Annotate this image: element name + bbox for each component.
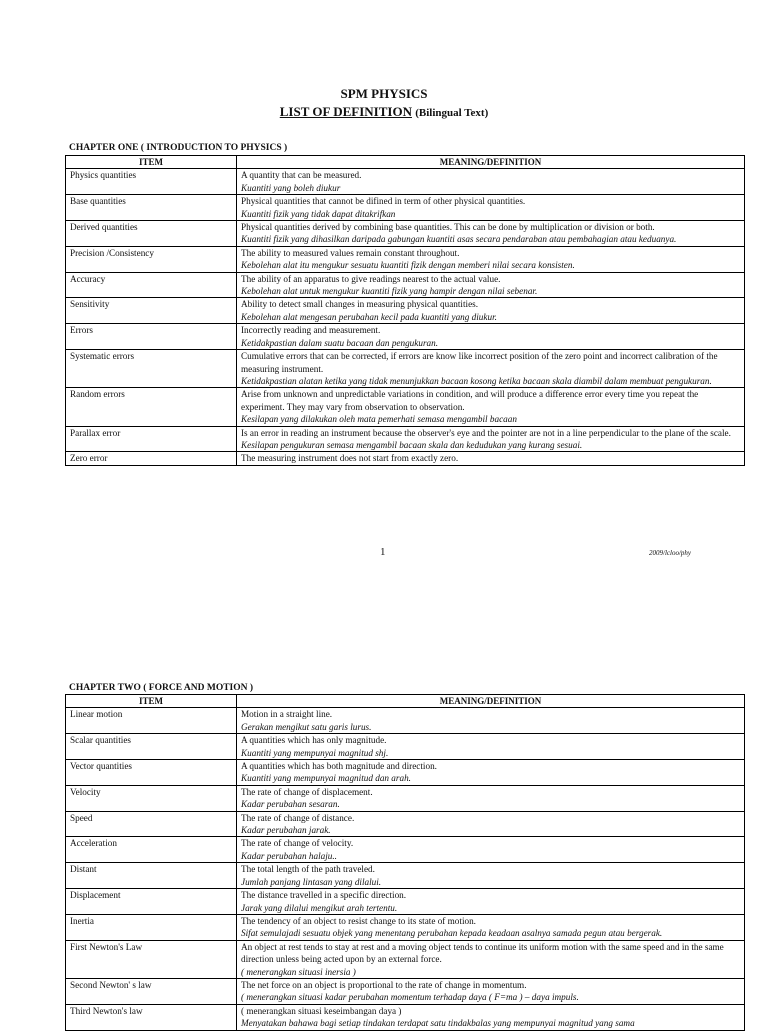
- definition-english: Is an error in reading an instrument because the observer's eye and the pointer are not in a line perpendicular to the plane of the scale.: [241, 427, 731, 438]
- item-cell: Parallax error: [66, 426, 237, 452]
- definition-malay: Kesilapan pengukuran semasa mengambil bacaan skala dan kedudukan yang kurang sesuai.: [241, 439, 583, 450]
- item-cell: Acceleration: [66, 837, 237, 863]
- table-row: [66, 246, 745, 272]
- definition-english: Physical quantities that cannot be difined in term of other physical quantities.: [241, 196, 526, 207]
- definition-english: The ability to measured values remain constant throughout.: [241, 247, 460, 258]
- subtitle-main: LIST OF DEFINITION: [279, 104, 412, 119]
- definition-malay: Kuantiti fizik yang dihasilkan daripada gabungan kuantiti asas secara pendaraban atau pembahagian atau keduanya.: [241, 234, 677, 245]
- definition-english: A quantity that can be measured.: [241, 170, 362, 181]
- definition-malay: Sifat semulajadi sesuatu objek yang menentang perubahan kepada keadaan asalnya samada pegun atau bergerak.: [241, 928, 663, 939]
- definition-cell: [237, 272, 745, 298]
- table-row: [66, 760, 745, 786]
- item-cell: Inertia: [66, 914, 237, 940]
- definition-cell: [237, 452, 745, 465]
- item-cell: Physics quantities: [66, 169, 237, 195]
- table-row: [66, 1004, 745, 1030]
- table-row: [66, 889, 745, 915]
- chapter-two-table: [65, 694, 745, 1031]
- definition-english: Ability to detect small changes in measuring physical quantities.: [241, 299, 479, 310]
- document-subtitle: [0, 104, 768, 120]
- column-header-item: ITEM: [66, 156, 237, 169]
- chapter-one-table: [65, 155, 745, 466]
- table-row: [66, 324, 745, 350]
- definition-malay: Kuantiti yang mempunyai magnitud shj.: [241, 747, 389, 758]
- definition-malay: Jarak yang dilalui mengikut arah tertentu.: [241, 902, 398, 913]
- definition-cell: [237, 1004, 745, 1030]
- table-row: [66, 169, 745, 195]
- definition-english: The distance travelled in a specific direction.: [241, 890, 407, 901]
- definition-cell: [237, 388, 745, 426]
- definition-cell: [237, 426, 745, 452]
- definition-malay: Kuantiti fizik yang tidak dapat ditakrifkan: [241, 208, 396, 219]
- column-header-meaning: MEANING/DEFINITION: [237, 156, 745, 169]
- table-row: [66, 708, 745, 734]
- definition-malay: Kadar perubahan sesaran.: [241, 799, 340, 810]
- table-row: [66, 863, 745, 889]
- item-cell: Displacement: [66, 889, 237, 915]
- chapter-two-heading: CHAPTER TWO ( FORCE AND MOTION ): [69, 683, 254, 693]
- item-cell: Third Newton's law: [66, 1004, 237, 1030]
- definition-malay: Ketidakpastian alatan ketika yang tidak menunjukkan bacaan kosong ketika bacaan skala diambil dalam membuat pengukuran.: [241, 375, 712, 386]
- table-row: [66, 426, 745, 452]
- table-row: [66, 221, 745, 247]
- definition-cell: [237, 169, 745, 195]
- definition-cell: [237, 734, 745, 760]
- definition-english: The net force on an object is proportional to the rate of change in momentum.: [241, 979, 527, 990]
- definition-english: The rate of change of distance.: [241, 812, 355, 823]
- item-cell: Errors: [66, 324, 237, 350]
- definition-english: The ability of an apparatus to give readings nearest to the actual value.: [241, 273, 501, 284]
- item-cell: Systematic errors: [66, 350, 237, 388]
- definition-cell: [237, 863, 745, 889]
- table-row: [66, 914, 745, 940]
- item-cell: Zero error: [66, 452, 237, 465]
- item-cell: Distant: [66, 863, 237, 889]
- item-cell: Speed: [66, 811, 237, 837]
- definition-english: The rate of change of velocity.: [241, 838, 354, 849]
- item-cell: Random errors: [66, 388, 237, 426]
- definition-cell: [237, 914, 745, 940]
- item-cell: Second Newton' s law: [66, 978, 237, 1004]
- table-row: [66, 272, 745, 298]
- column-header-item: ITEM: [66, 695, 237, 708]
- document-title: SPM PHYSICS: [340, 86, 428, 101]
- item-cell: Base quantities: [66, 195, 237, 221]
- definition-malay: Kebolehan alat mengesan perubahan kecil pada kuantiti yang diukur.: [241, 311, 497, 322]
- item-cell: Scalar quantities: [66, 734, 237, 760]
- table-row: [66, 350, 745, 388]
- item-cell: Derived quantities: [66, 221, 237, 247]
- definition-cell: [237, 324, 745, 350]
- definition-malay: Kadar perubahan halaju..: [241, 850, 337, 861]
- table-row: [66, 785, 745, 811]
- definition-english: Arise from unknown and unpredictable variations in condition, and will produce a difference error every time you repeat the experiment. They may vary from observation to observation.: [241, 389, 699, 412]
- item-cell: Vector quantities: [66, 760, 237, 786]
- table-row: [66, 978, 745, 1004]
- table-row: [66, 837, 745, 863]
- item-cell: Velocity: [66, 785, 237, 811]
- chapter-one-heading: CHAPTER ONE ( INTRODUCTION TO PHYSICS ): [69, 143, 288, 153]
- page-number: 1: [380, 546, 386, 558]
- definition-english: A quantities which has only magnitude.: [241, 735, 387, 746]
- definition-cell: [237, 350, 745, 388]
- definition-cell: [237, 298, 745, 324]
- definition-malay: Kebolehan alat untuk mengukur kuantiti fizik yang hampir dengan nilai sebenar.: [241, 286, 538, 297]
- table-row: [66, 452, 745, 465]
- item-cell: Linear motion: [66, 708, 237, 734]
- item-cell: Precision /Consistency: [66, 246, 237, 272]
- definition-cell: [237, 785, 745, 811]
- definition-english: An object at rest tends to stay at rest and a moving object tends to continue its uniform motion with the same speed and in the same direction unless being acted upon by an external force.: [241, 941, 724, 965]
- definition-english: The measuring instrument does not start from exactly zero.: [241, 453, 459, 464]
- table-row: [66, 734, 745, 760]
- definition-cell: [237, 195, 745, 221]
- definition-english: ( menerangkan situasi keseimbangan daya ): [241, 1005, 402, 1016]
- definition-cell: [237, 760, 745, 786]
- definition-malay: Jumlah panjang lintasan yang dilalui.: [241, 876, 382, 887]
- definition-malay: Kuantiti yang mempunyai magnitud dan arah.: [241, 773, 411, 784]
- table-row: [66, 940, 745, 978]
- footer-credit: 2009/lcloo/phy: [649, 549, 691, 557]
- item-cell: First Newton's Law: [66, 940, 237, 978]
- definition-cell: [237, 811, 745, 837]
- column-header-meaning: MEANING/DEFINITION: [237, 695, 745, 708]
- definition-malay: ( menerangkan situasi kadar perubahan momentum terhadap daya ( F=ma ) – daya impuls.: [241, 992, 579, 1003]
- definition-cell: [237, 940, 745, 978]
- definition-cell: [237, 246, 745, 272]
- definition-malay: Gerakan mengikut satu garis lurus.: [241, 721, 372, 732]
- table-row: [66, 388, 745, 426]
- table-row: [66, 811, 745, 837]
- definition-malay: Kuantiti yang boleh diukur: [241, 182, 341, 193]
- definition-english: Incorrectly reading and measurement.: [241, 325, 381, 336]
- definition-cell: [237, 889, 745, 915]
- definition-english: A quantities which has both magnitude and direction.: [241, 761, 437, 772]
- definition-malay: Kadar perubahan jarak.: [241, 825, 331, 836]
- definition-english: The total length of the path traveled.: [241, 864, 375, 875]
- definition-cell: [237, 978, 745, 1004]
- definition-cell: [237, 221, 745, 247]
- definition-english: Physical quantities derived by combining base quantities. This can be done by multiplication or division or both.: [241, 222, 655, 233]
- definition-cell: [237, 837, 745, 863]
- item-cell: Accuracy: [66, 272, 237, 298]
- definition-cell: [237, 708, 745, 734]
- table-row: [66, 298, 745, 324]
- definition-malay: Menyatakan bahawa bagi setiap tindakan terdapat satu tindakbalas yang mempunyai magnitud yang sama: [241, 1018, 635, 1029]
- table-row: [66, 195, 745, 221]
- definition-english: Motion in a straight line.: [241, 709, 333, 720]
- definition-malay: ( menerangkan situasi inersia ): [241, 966, 356, 977]
- definition-english: The rate of change of displacement.: [241, 786, 373, 797]
- item-cell: Sensitivity: [66, 298, 237, 324]
- subtitle-note: (Bilingual Text): [415, 107, 489, 119]
- definition-english: Cumulative errors that can be corrected, if errors are know like incorrect position of the zero point and incorrect calibration of the measuring instrument.: [241, 351, 718, 374]
- definition-malay: Kesilapan yang dilakukan oleh mata pemerhati semasa mengambil bacaan: [241, 414, 517, 425]
- definition-malay: Kebolehan alat itu mengukur sesuatu kuantiti fizik dengan memberi nilai secara konsisten.: [241, 260, 575, 271]
- definition-english: The tendency of an object to resist change to its state of motion.: [241, 915, 476, 926]
- definition-malay: Ketidakpastian dalam suatu bacaan dan pengukuran.: [241, 337, 439, 348]
